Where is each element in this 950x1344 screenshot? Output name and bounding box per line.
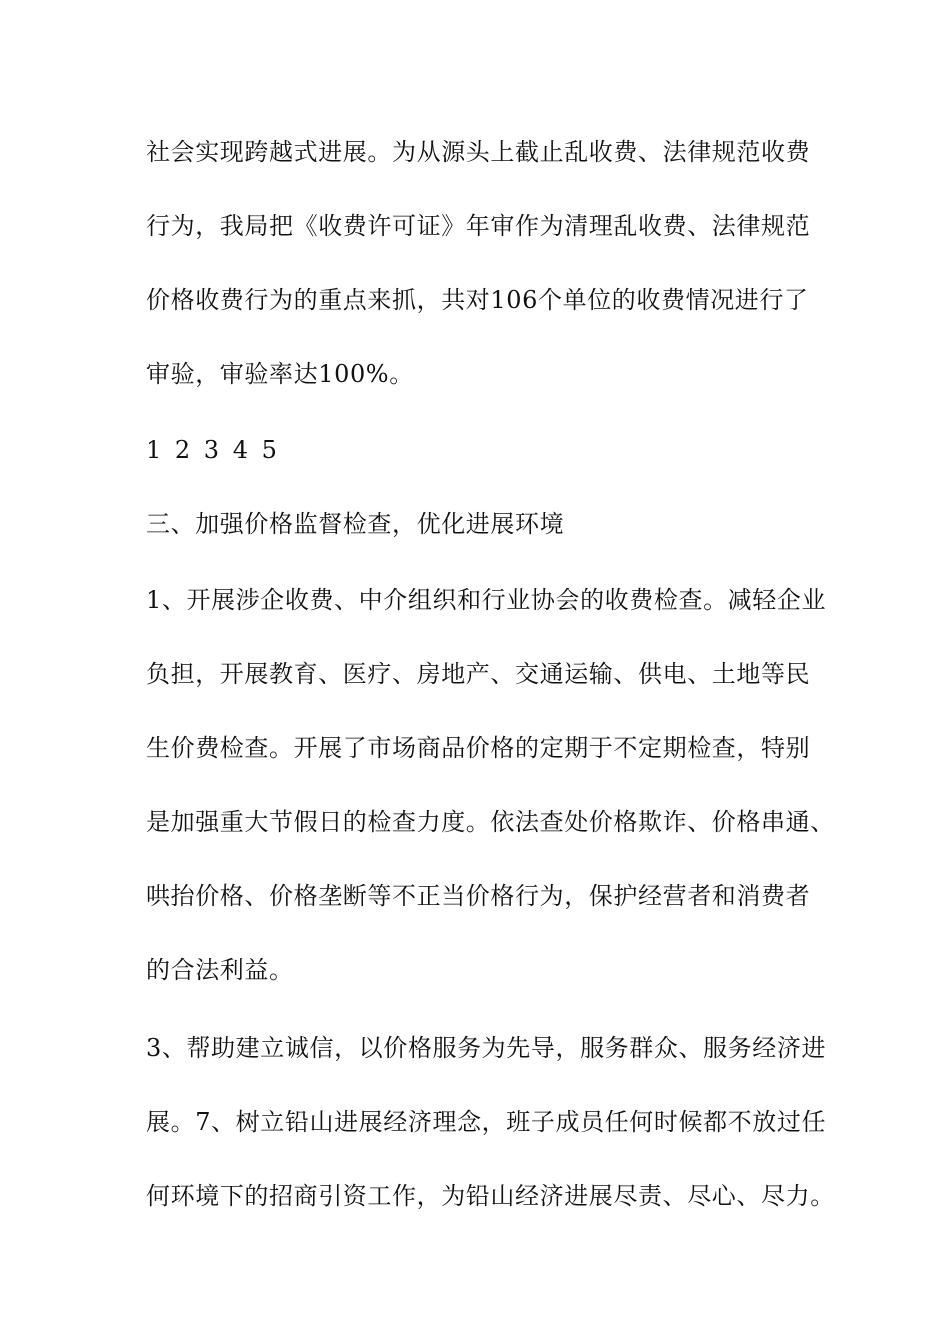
paragraph-line: 负担，开展教育、医疗、房地产、交通运输、供电、土地等民: [146, 660, 811, 688]
paragraph-line: 展。7、树立铅山进展经济理念，班子成员任何时候都不放过任: [146, 1108, 827, 1136]
paragraph-line: 何环境下的招商引资工作，为铅山经济进展尽责、尽心、尽力。: [146, 1182, 835, 1210]
page-numbers: 1 2 3 4 5: [146, 436, 277, 464]
paragraph-line: 是加强重大节假日的检查力度。依法查处价格欺诈、价格串通、: [146, 808, 835, 836]
paragraph-line: 行为，我局把《收费许可证》年审作为清理乱收费、法律规范: [146, 212, 811, 240]
paragraph-line: 1、开展涉企收费、中介组织和行业协会的收费检查。减轻企业: [146, 586, 827, 614]
paragraph-line: 价格收费行为的重点来抓，共对106个单位的收费情况进行了: [146, 286, 809, 314]
paragraph-line: 生价费检查。开展了市场商品价格的定期于不定期检查，特别: [146, 734, 811, 762]
paragraph-line: 社会实现跨越式进展。为从源头上截止乱收费、法律规范收费: [146, 138, 811, 166]
paragraph-line: 3、帮助建立诚信，以价格服务为先导，服务群众、服务经济进: [146, 1034, 827, 1062]
paragraph-line: 哄抬价格、价格垄断等不正当价格行为，保护经营者和消费者: [146, 882, 811, 910]
section-heading: 三、加强价格监督检查，优化进展环境: [146, 510, 565, 538]
paragraph-line: 的合法利益。: [146, 956, 294, 984]
paragraph-line: 审验，审验率达100%。: [146, 360, 414, 388]
